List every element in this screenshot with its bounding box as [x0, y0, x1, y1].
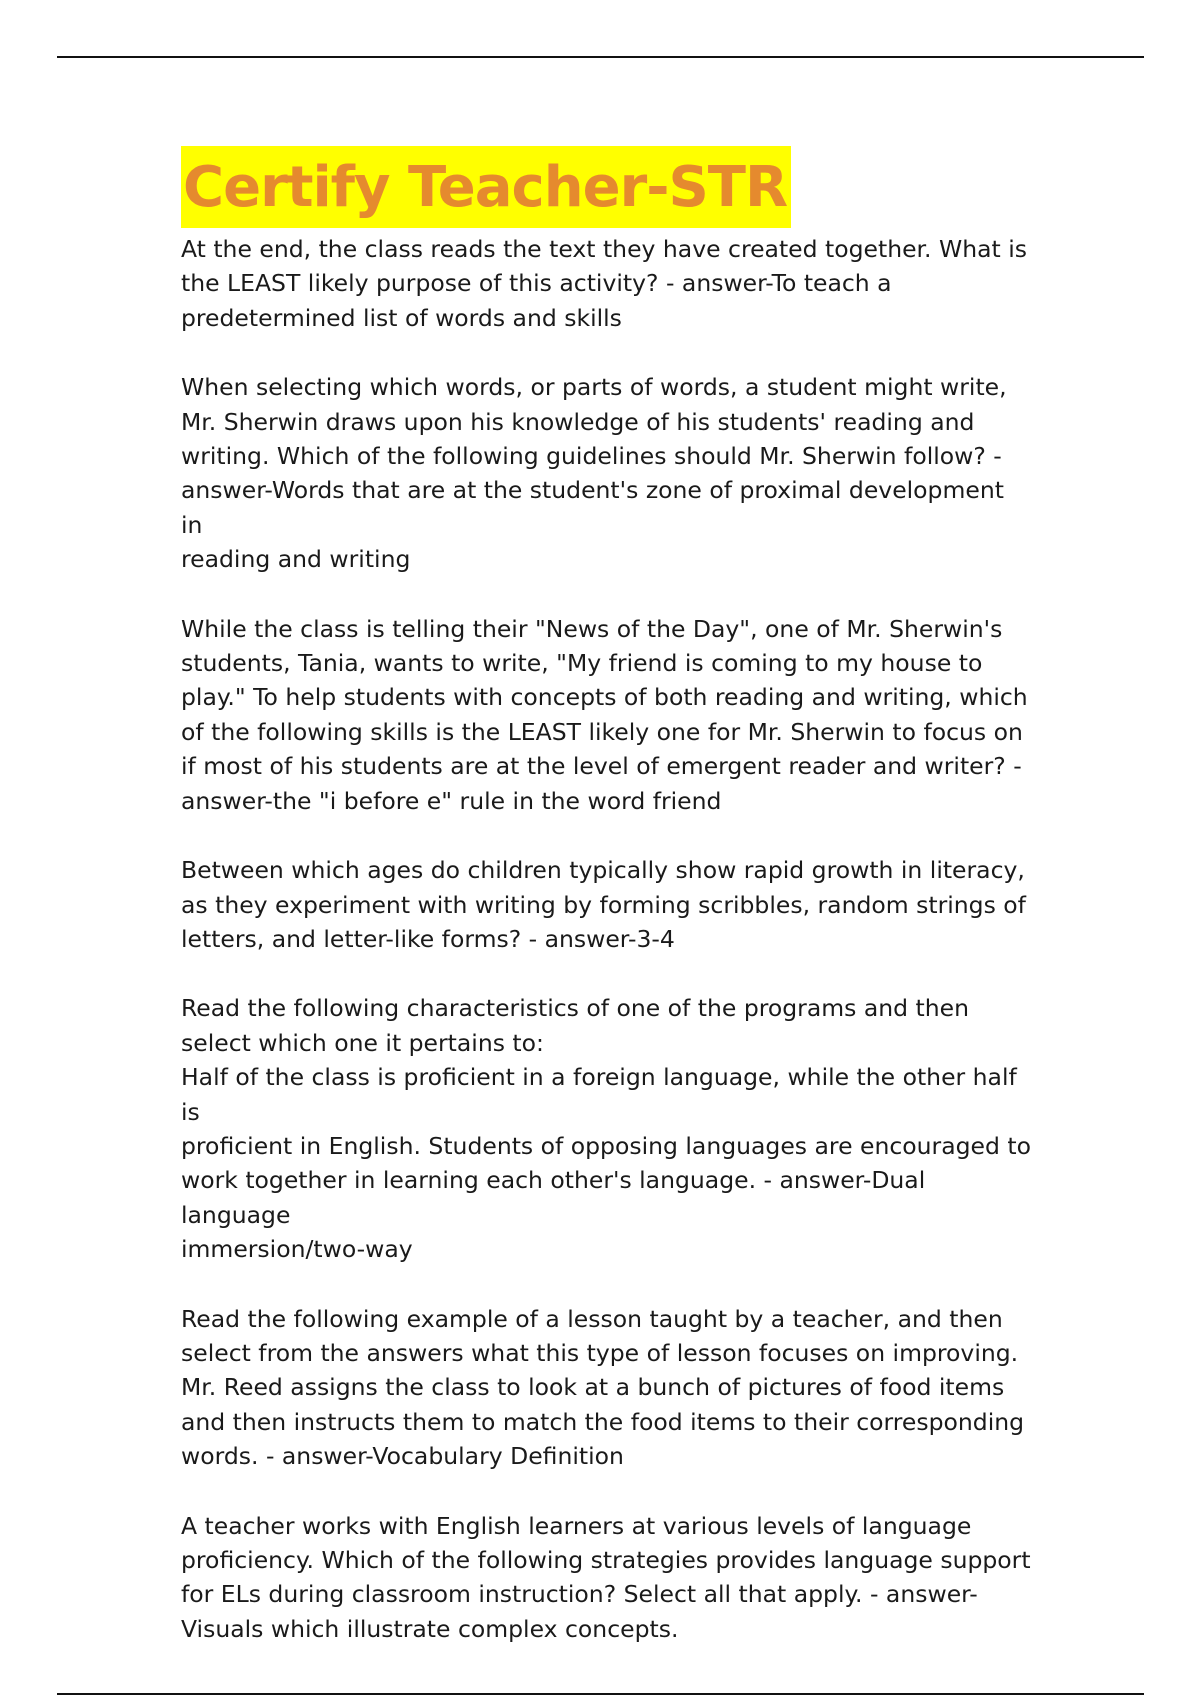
document-body	[181, 146, 1031, 1681]
title-highlight	[181, 146, 791, 228]
header-rule	[57, 56, 1144, 58]
qa-entry-3: While the class is telling their "News of the Day", one of Mr. Sherwin's students, Tania, wants to write, "My friend is coming to my house to play." To help students with concepts of both reading and writing, which of the following skills is the LEAST likely one for Mr. Sherwin to focus on if most of his students are at the level of emergent reader and writer? - answer-the "i before e" rule in the word friend	[181, 614, 1028, 815]
qa-entry-5: Read the following characteristics of one of the programs and then select which one it pertains to: Half of the class is proficient in a foreign language, while the other half is proficient in English. Students of opposing languages are encouraged to work together in learning each other's language. - answer-Dual language immersion/two-way	[181, 994, 1031, 1264]
qa-entry-1: At the end, the class reads the text they have created together. What is the LEAST likely purpose of this activity? - answer-To teach a predetermined list of words and skills	[181, 235, 1027, 332]
footer-rule	[57, 1693, 1144, 1695]
document-title: Certify Teacher-STR	[183, 155, 788, 220]
qa-entry-4: Between which ages do children typically show rapid growth in literacy, as they experiment with writing by forming scribbles, random strings of letters, and letter-like forms? - answer-3-4	[181, 856, 1026, 953]
qa-entry-6: Read the following example of a lesson taught by a teacher, and then select from the answers what this type of lesson focuses on improving. Mr. Reed assigns the class to look at a bunch of pictures of food items and then instructs them to match the food items to their corresponding words. - answer-Vocabulary Definition	[181, 1304, 1025, 1471]
qa-entry-7: A teacher works with English learners at various levels of language proficiency. Which of the following strategies provides language support for ELs during classroom instruction? Select all that apply. - answer- Visuals which illustrate complex concepts.	[181, 1511, 1031, 1643]
qa-entry-2: When selecting which words, or parts of words, a student might write, Mr. Sherwin draws upon his knowledge of his students' reading and writing. Which of the following guidelines should Mr. Sherwin follow? - answer-Words that are at the student's zone of proximal development in reading and writing	[181, 373, 1007, 574]
